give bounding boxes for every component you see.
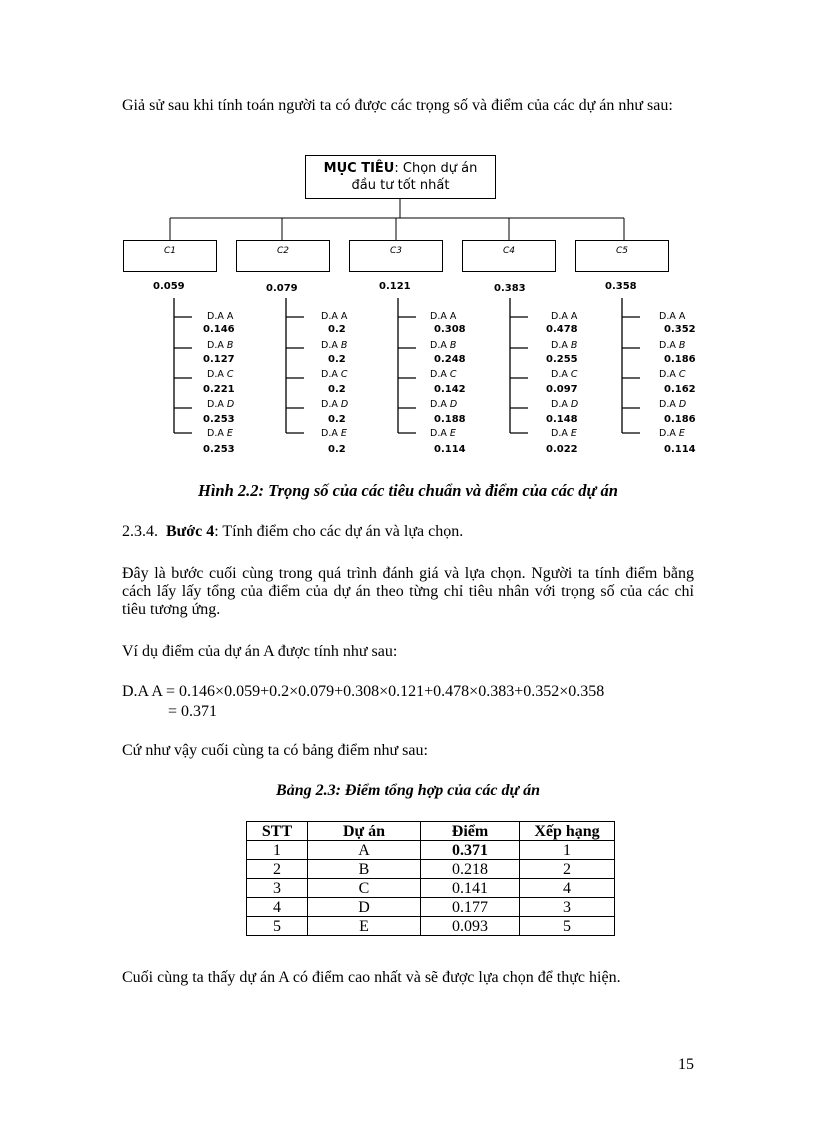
cell-project: D xyxy=(308,898,421,917)
project-label xyxy=(551,399,578,410)
goal-text-line2: đầu tư tốt nhất xyxy=(351,178,450,193)
cell-score: 0.141 xyxy=(421,879,520,898)
project-label-id: D xyxy=(340,399,349,410)
project-score: 0.253 xyxy=(203,414,235,425)
project-score: 0.188 xyxy=(434,414,466,425)
project-label-prefix: D.A xyxy=(659,369,679,380)
criterion-weight: 0.383 xyxy=(494,283,526,294)
step-heading xyxy=(122,523,694,541)
project-label-id: C xyxy=(340,369,348,380)
goal-text: : Chọn dự án xyxy=(394,161,478,176)
cell-stt: 1 xyxy=(247,841,308,860)
project-label-prefix: D.A xyxy=(430,428,450,439)
cell-stt: 3 xyxy=(247,879,308,898)
project-label-id: A xyxy=(449,311,457,322)
project-score: 0.022 xyxy=(546,444,578,455)
project-label-id: A xyxy=(340,311,348,322)
project-label-id: A xyxy=(226,311,234,322)
criterion-box: C5 xyxy=(575,240,669,272)
header-score: Điểm xyxy=(421,822,520,841)
criterion-box: C3 xyxy=(349,240,443,272)
cell-rank: 3 xyxy=(520,898,615,917)
project-score: 0.221 xyxy=(203,384,235,395)
project-label-id: B xyxy=(678,340,686,351)
table-header-row xyxy=(247,822,615,841)
project-label xyxy=(321,340,347,351)
project-label xyxy=(321,311,347,322)
paragraph-example: Ví dụ điểm của dự án A được tính như sau: xyxy=(122,643,398,660)
project-label-prefix: D.A xyxy=(321,428,341,439)
project-label-prefix: D.A xyxy=(659,428,679,439)
project-score: 0.114 xyxy=(664,444,696,455)
project-label-prefix: D.A xyxy=(551,340,571,351)
project-label-prefix: D.A xyxy=(430,399,450,410)
project-label-id: A xyxy=(570,311,578,322)
project-label-prefix: D.A xyxy=(551,311,571,322)
project-label xyxy=(659,311,685,322)
project-label-prefix: D.A xyxy=(551,399,571,410)
paragraph-conclusion: Cuối cùng ta thấy dự án A có điểm cao nhất và sẽ được lựa chọn để thực hiện. xyxy=(122,969,621,986)
project-score: 0.308 xyxy=(434,324,466,335)
project-score: 0.2 xyxy=(328,444,346,455)
cell-stt: 2 xyxy=(247,860,308,879)
project-score: 0.2 xyxy=(328,384,346,395)
project-label xyxy=(430,311,456,322)
project-label-prefix: D.A xyxy=(321,311,341,322)
table-row xyxy=(247,841,615,860)
table-caption: Bảng 2.3: Điểm tổng hợp của các dự án xyxy=(276,782,540,799)
project-label-id: E xyxy=(226,428,233,439)
cell-score: 0.093 xyxy=(421,917,520,936)
project-score: 0.127 xyxy=(203,354,235,365)
cell-rank: 1 xyxy=(520,841,615,860)
project-label xyxy=(207,340,233,351)
project-label-id: D xyxy=(226,399,235,410)
criterion-box: C4 xyxy=(462,240,556,272)
project-score: 0.352 xyxy=(664,324,696,335)
step-number: 2.3.4. xyxy=(122,523,158,540)
project-label-prefix: D.A xyxy=(207,428,227,439)
figure-caption: Hình 2.2: Trọng số của các tiêu chuẩn và điểm của các dự án xyxy=(198,481,618,500)
project-score: 0.186 xyxy=(664,354,696,365)
paragraph-table-intro: Cứ như vậy cuối cùng ta có bảng điểm như sau: xyxy=(122,742,428,759)
project-label xyxy=(430,428,456,439)
project-label-id: B xyxy=(449,340,457,351)
project-label xyxy=(430,399,457,410)
table-row xyxy=(247,860,615,879)
project-score: 0.478 xyxy=(546,324,578,335)
step-description: : Tính điểm cho các dự án và lựa chọn. xyxy=(214,523,464,540)
project-score: 0.114 xyxy=(434,444,466,455)
project-label-id: A xyxy=(678,311,686,322)
header-rank: Xếp hạng xyxy=(520,822,615,841)
project-score: 0.142 xyxy=(434,384,466,395)
project-label-id: E xyxy=(340,428,347,439)
project-label xyxy=(659,340,685,351)
table-row xyxy=(247,898,615,917)
table-row xyxy=(247,879,615,898)
criterion-weight: 0.121 xyxy=(379,281,411,292)
project-label xyxy=(659,369,686,380)
project-label-id: D xyxy=(678,399,687,410)
project-label xyxy=(207,369,234,380)
project-label-prefix: D.A xyxy=(659,311,679,322)
cell-rank: 5 xyxy=(520,917,615,936)
project-label-prefix: D.A xyxy=(551,428,571,439)
project-label-id: B xyxy=(226,340,234,351)
header-project: Dự án xyxy=(308,822,421,841)
project-label-prefix: D.A xyxy=(430,311,450,322)
project-score: 0.162 xyxy=(664,384,696,395)
project-score: 0.146 xyxy=(203,324,235,335)
project-score: 0.2 xyxy=(328,414,346,425)
results-table xyxy=(246,821,615,936)
paragraph-method: Đây là bước cuối cùng trong quá trình đánh giá và lựa chọn. Người ta tính điểm bằng cách lấy lấy tổng của điểm của dự án theo từng chỉ tiêu nhân với trọng số của các chỉ tiêu tương ứng. xyxy=(122,565,694,618)
project-label-prefix: D.A xyxy=(430,369,450,380)
project-label xyxy=(321,399,348,410)
project-label xyxy=(551,428,577,439)
project-label xyxy=(321,369,348,380)
table-row xyxy=(247,917,615,936)
project-label-id: B xyxy=(340,340,348,351)
project-score: 0.097 xyxy=(546,384,578,395)
project-label-prefix: D.A xyxy=(207,311,227,322)
project-score: 0.2 xyxy=(328,324,346,335)
formula-line-2: = 0.371 xyxy=(168,703,218,720)
project-label-id: E xyxy=(570,428,577,439)
criterion-box: C2 xyxy=(236,240,330,272)
project-label xyxy=(207,311,233,322)
project-label-prefix: D.A xyxy=(207,340,227,351)
cell-project: A xyxy=(308,841,421,860)
intro-paragraph: Giả sử sau khi tính toán người ta có được các trọng số và điểm của các dự án như sau: xyxy=(122,97,673,114)
project-label xyxy=(207,399,234,410)
project-label xyxy=(551,311,577,322)
project-label xyxy=(207,428,233,439)
project-score: 0.186 xyxy=(664,414,696,425)
project-score: 0.253 xyxy=(203,444,235,455)
project-label-id: E xyxy=(449,428,456,439)
formula-line-1: D.A A = 0.146×0.059+0.2×0.079+0.308×0.121+0.478×0.383+0.352×0.358 xyxy=(122,683,605,700)
cell-rank: 4 xyxy=(520,879,615,898)
project-label-prefix: D.A xyxy=(207,369,227,380)
cell-stt: 4 xyxy=(247,898,308,917)
criterion-box: C1 xyxy=(123,240,217,272)
project-label-id: B xyxy=(570,340,578,351)
project-label-prefix: D.A xyxy=(321,399,341,410)
project-label-id: C xyxy=(570,369,578,380)
project-label-id: C xyxy=(226,369,234,380)
project-label xyxy=(430,340,456,351)
project-label xyxy=(659,399,686,410)
project-label xyxy=(551,369,578,380)
page-number: 15 xyxy=(678,1056,694,1073)
cell-rank: 2 xyxy=(520,860,615,879)
goal-title: MỤC TIÊU xyxy=(323,161,395,176)
project-score: 0.255 xyxy=(546,354,578,365)
project-label xyxy=(430,369,457,380)
project-label xyxy=(659,428,685,439)
project-label-id: C xyxy=(449,369,457,380)
header-stt: STT xyxy=(247,822,308,841)
cell-score: 0.218 xyxy=(421,860,520,879)
cell-score: 0.371 xyxy=(421,841,520,860)
cell-project: B xyxy=(308,860,421,879)
project-label xyxy=(321,428,347,439)
project-label-prefix: D.A xyxy=(551,369,571,380)
cell-project: C xyxy=(308,879,421,898)
project-label-id: E xyxy=(678,428,685,439)
project-score: 0.248 xyxy=(434,354,466,365)
criterion-weight: 0.059 xyxy=(153,281,185,292)
project-label-prefix: D.A xyxy=(430,340,450,351)
project-label-id: D xyxy=(570,399,579,410)
criterion-weight: 0.358 xyxy=(605,281,637,292)
project-label-prefix: D.A xyxy=(659,340,679,351)
cell-stt: 5 xyxy=(247,917,308,936)
project-label-prefix: D.A xyxy=(321,369,341,380)
project-label-id: C xyxy=(678,369,686,380)
project-label-id: D xyxy=(449,399,458,410)
criterion-weight: 0.079 xyxy=(266,283,298,294)
project-label-prefix: D.A xyxy=(321,340,341,351)
project-label xyxy=(551,340,577,351)
project-score: 0.2 xyxy=(328,354,346,365)
project-label-prefix: D.A xyxy=(207,399,227,410)
cell-project: E xyxy=(308,917,421,936)
project-score: 0.148 xyxy=(546,414,578,425)
step-title: Bước 4 xyxy=(166,523,215,540)
cell-score: 0.177 xyxy=(421,898,520,917)
goal-box xyxy=(305,155,496,199)
project-label-prefix: D.A xyxy=(659,399,679,410)
